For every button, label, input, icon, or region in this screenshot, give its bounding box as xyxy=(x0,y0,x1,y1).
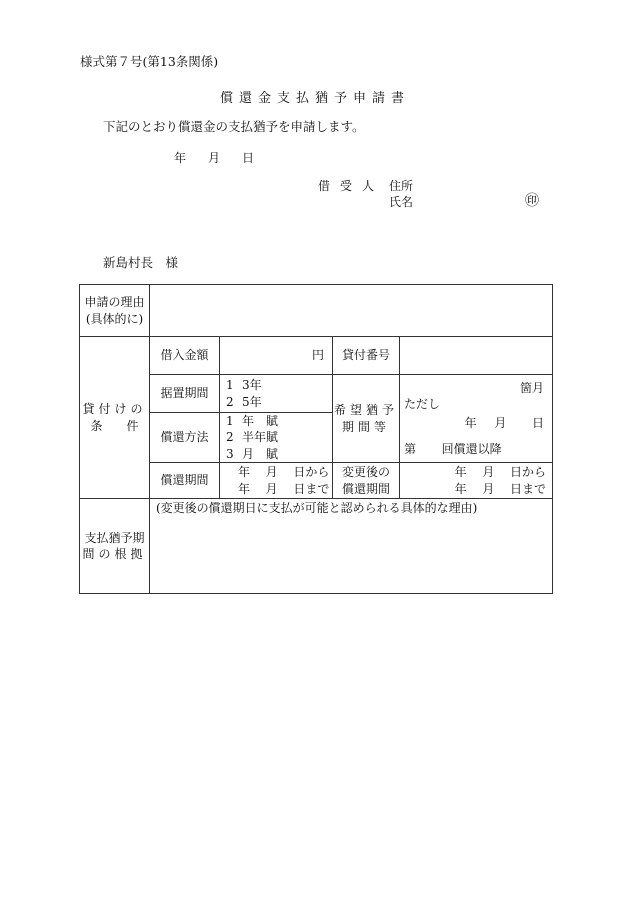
option-text: 半年賦 xyxy=(242,430,279,445)
option-number: 2 xyxy=(226,430,234,445)
option-text: 3年 xyxy=(242,378,262,393)
reason-input-cell[interactable] xyxy=(150,285,553,337)
name-label: 氏名 xyxy=(389,195,414,209)
document-title: 償還金支払猶予申請書 xyxy=(219,91,410,106)
basis-note: (変更後の償還期日に支払が可能と認められる具体的な理由) xyxy=(156,501,478,515)
deferment-option[interactable] xyxy=(226,394,332,410)
changed-period-input[interactable] xyxy=(400,463,553,499)
proviso-year: 年 xyxy=(464,415,477,430)
period-to-day: 日まで xyxy=(293,481,330,496)
recipient: 新島村長 様 xyxy=(103,255,179,270)
form-number: 様式第７号(第13条関係) xyxy=(80,54,219,69)
basis-label-cell xyxy=(80,499,150,594)
months-unit: 箇月 xyxy=(519,381,544,396)
option-number: 2 xyxy=(226,394,234,409)
installment-prefix: 第 xyxy=(404,441,417,456)
period-to-month: 月 xyxy=(265,481,278,496)
option-number: 3 xyxy=(226,446,234,461)
loan-terms-label-line2: 条 件 xyxy=(90,418,139,433)
desired-period-label-line1: 希望猶予 xyxy=(333,403,398,418)
changed-from-year: 年 xyxy=(454,465,467,480)
deferment-option[interactable] xyxy=(226,377,332,393)
changed-period-from xyxy=(400,464,552,480)
reason-label-line2: (具体的に) xyxy=(85,311,144,326)
loan-number-input[interactable] xyxy=(400,337,553,375)
deferment-options-cell[interactable] xyxy=(220,375,333,413)
changed-to-month: 月 xyxy=(482,481,495,496)
loan-amount-input[interactable] xyxy=(220,337,333,375)
intro-text: 下記のとおり償還金の支払猶予を申請します。 xyxy=(103,119,365,134)
loan-terms-label-line1: 貸付けの xyxy=(82,402,147,417)
changed-to-year: 年 xyxy=(454,481,467,496)
desired-period-label-cell xyxy=(333,375,400,463)
period-from-day: 日から xyxy=(293,465,330,480)
borrower-label: 借受人 xyxy=(318,179,385,193)
option-text: 5年 xyxy=(242,394,262,409)
repayment-option[interactable] xyxy=(226,429,332,445)
loan-terms-label-cell xyxy=(80,337,150,499)
date-year-label: 年 xyxy=(174,151,187,165)
option-number: 1 xyxy=(226,414,234,429)
period-from-month: 月 xyxy=(265,465,278,480)
repayment-option[interactable] xyxy=(226,413,332,429)
changed-period-label-line1: 変更後の xyxy=(341,465,390,480)
seal-mark: ㊞ xyxy=(525,193,539,209)
repayment-method-label: 償還方法 xyxy=(150,413,220,463)
desired-period-label-line2: 期間等 xyxy=(341,419,390,434)
deferment-row xyxy=(80,375,553,413)
date-day-label: 日 xyxy=(242,151,255,165)
proviso-day: 日 xyxy=(531,415,544,430)
basis-row xyxy=(80,499,553,594)
changed-period-label-line2: 償還期間 xyxy=(341,481,390,496)
repayment-period-input[interactable] xyxy=(220,463,333,499)
basis-label-line1: 支払猶予期 xyxy=(84,530,145,545)
period-to xyxy=(220,481,332,497)
basis-input-cell[interactable] xyxy=(150,499,553,594)
application-form-table xyxy=(79,284,553,594)
repayment-options-cell[interactable] xyxy=(220,413,333,463)
loan-amount-label: 借入金額 xyxy=(150,337,220,375)
reason-row xyxy=(80,285,553,337)
basis-label-line2: 間の根拠 xyxy=(82,547,147,561)
repayment-option[interactable] xyxy=(226,446,332,462)
changed-from-day: 日から xyxy=(509,465,546,480)
loan-amount-row xyxy=(80,337,553,375)
changed-from-month: 月 xyxy=(482,465,495,480)
proviso-month: 月 xyxy=(494,415,507,430)
loan-number-label: 貸付番号 xyxy=(333,337,400,375)
option-number: 1 xyxy=(226,378,234,393)
option-text: 月 賦 xyxy=(242,446,279,461)
changed-period-label-cell xyxy=(333,463,400,499)
repayment-period-label: 償還期間 xyxy=(150,463,220,499)
period-to-year: 年 xyxy=(238,481,251,496)
date-month-label: 月 xyxy=(208,151,221,165)
yen-unit: 円 xyxy=(311,348,324,363)
changed-period-to xyxy=(400,481,552,497)
installment-suffix: 回償還以降 xyxy=(441,441,502,456)
address-label: 住所 xyxy=(389,179,414,193)
period-from-year: 年 xyxy=(238,465,251,480)
installment-from[interactable] xyxy=(400,441,552,457)
changed-to-day: 日まで xyxy=(509,481,546,496)
proviso-date[interactable] xyxy=(400,415,552,431)
reason-label-cell xyxy=(80,285,150,337)
option-text: 年 賦 xyxy=(242,414,279,429)
period-from xyxy=(220,464,332,480)
deferment-period-label: 据置期間 xyxy=(150,375,220,413)
repayment-period-row xyxy=(80,463,553,499)
reason-label-line1: 申請の理由 xyxy=(84,295,145,310)
proviso-label: ただし xyxy=(404,397,441,412)
desired-period-input-cell[interactable] xyxy=(400,375,553,463)
